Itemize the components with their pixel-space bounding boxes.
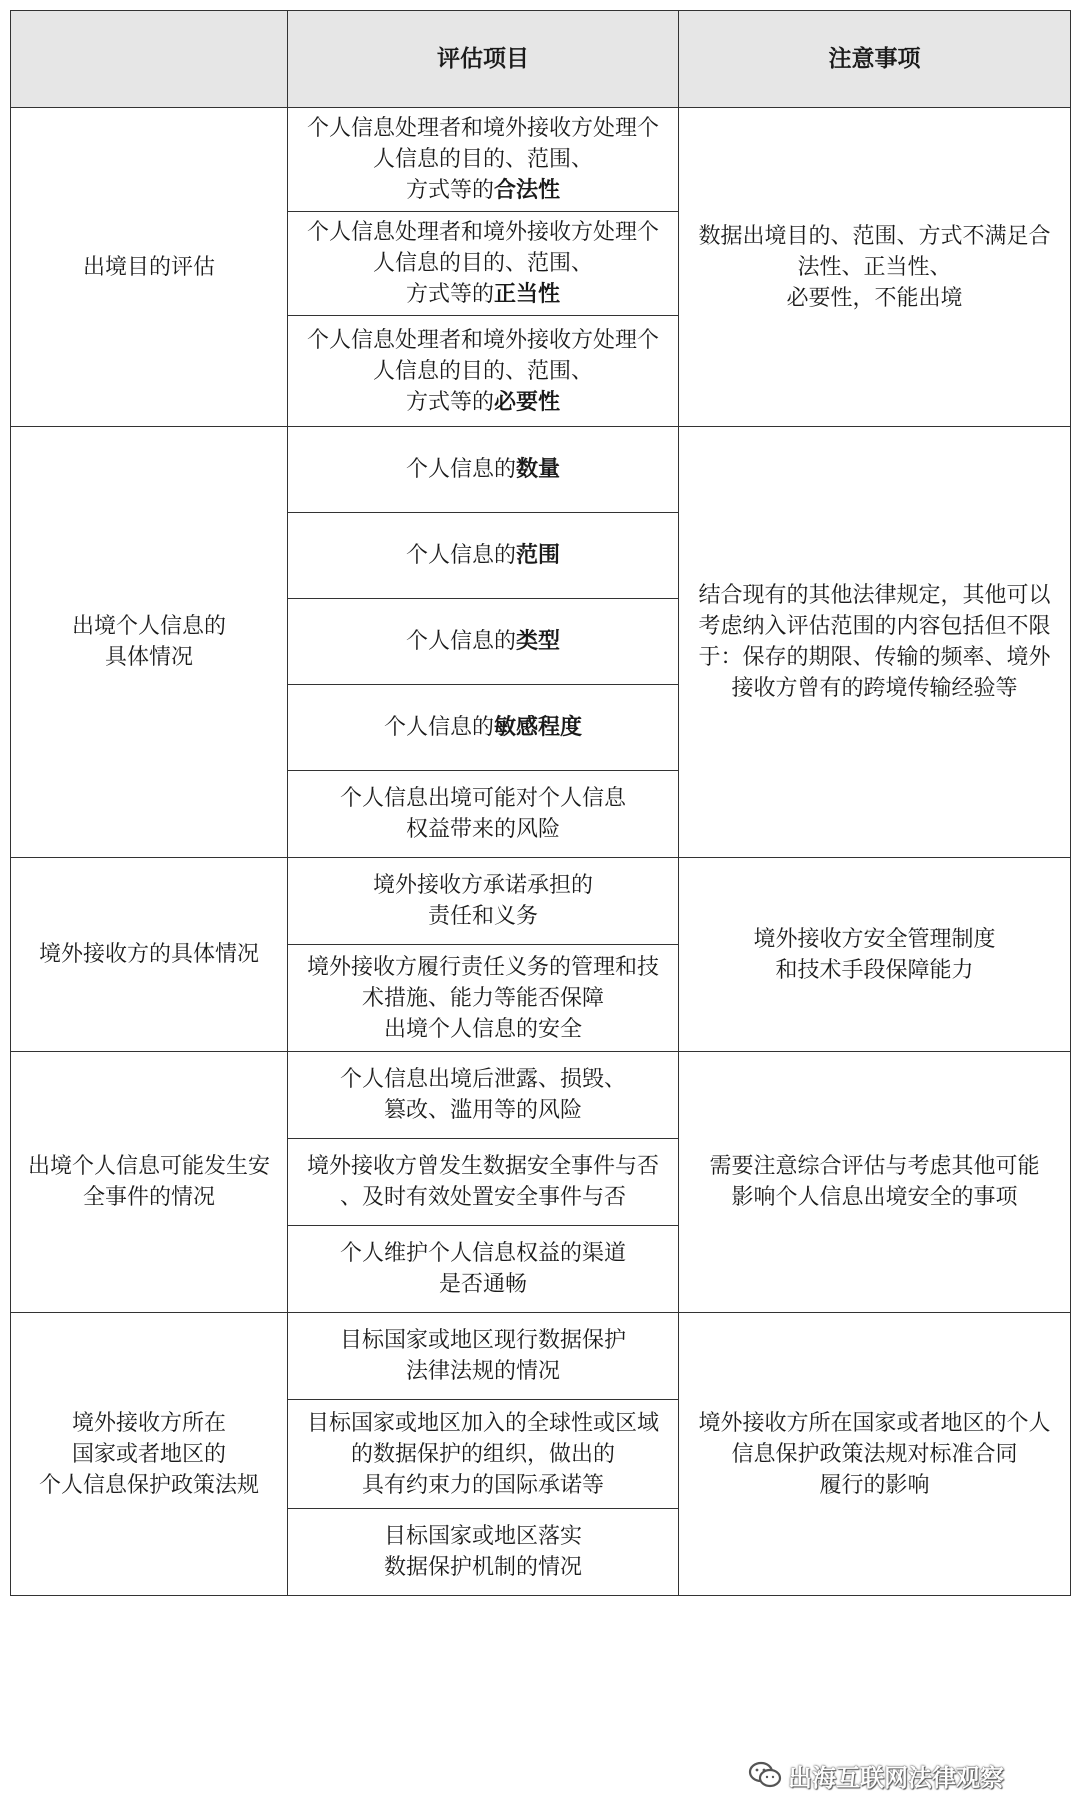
note-line: 于：保存的期限、传输的频率、境外 [698, 645, 1051, 670]
assessment-item-line [294, 712, 672, 743]
category-line: 具体情况 [104, 645, 193, 670]
table-row [11, 108, 1071, 212]
note-line: 考虑纳入评估范围的内容包括但不限 [698, 614, 1051, 639]
category-line: 出境目的评估 [82, 254, 215, 280]
assessment-item-line: 人信息的目的、范围、 [372, 251, 593, 276]
assessment-item-cell [288, 513, 679, 599]
assessment-item-prefix: 方式等的 [405, 389, 494, 415]
category-line: 个人信息保护政策法规 [38, 1472, 259, 1498]
assessment-item-prefix: 方式等的 [405, 282, 494, 307]
assessment-item-line: 、及时有效处置安全事件与否 [339, 1185, 626, 1210]
assessment-item-cell [288, 1139, 679, 1226]
assessment-item-line [294, 540, 672, 571]
assessment-item-line: 个人信息处理者和境外接收方处理个 [306, 220, 659, 245]
note-cell [679, 427, 1071, 858]
category-line: 境外接收方的具体情况 [38, 942, 259, 967]
assessment-item-line: 境外接收方曾发生数据安全事件与否 [306, 1154, 659, 1179]
note-cell [679, 1313, 1071, 1596]
assessment-item-line [294, 387, 672, 418]
assessment-item-line: 个人信息出境可能对个人信息 [339, 786, 626, 811]
assessment-item-line: 目标国家或地区加入的全球性或区域 [306, 1410, 659, 1436]
assessment-item-keyword: 范围 [516, 543, 561, 568]
assessment-item-cell [288, 771, 679, 858]
note-line: 需要注意综合评估与考虑其他可能 [709, 1154, 1040, 1179]
note-line: 结合现有的其他法律规定，其他可以 [698, 583, 1051, 608]
assessment-item-prefix: 方式等的 [405, 178, 494, 203]
table-row [11, 858, 1071, 945]
note-cell [679, 1052, 1071, 1313]
assessment-item-line [294, 279, 672, 310]
assessment-item-cell [288, 599, 679, 685]
assessment-item-line: 责任和义务 [427, 904, 538, 929]
assessment-item-line: 目标国家或地区落实 [383, 1524, 582, 1549]
assessment-item-cell [288, 1400, 679, 1509]
note-line: 履行的影响 [819, 1472, 930, 1498]
header-category [11, 11, 288, 108]
assessment-item-line: 人信息的目的、范围、 [372, 358, 593, 384]
header-assessment-item: 评估项目 [288, 11, 679, 108]
table-row [11, 1052, 1071, 1139]
category-cell [11, 427, 288, 858]
note-cell [679, 858, 1071, 1052]
assessment-item-cell [288, 212, 679, 316]
assessment-item-prefix: 个人信息的 [405, 543, 516, 568]
assessment-item-cell [288, 427, 679, 513]
watermark [748, 1759, 1004, 1791]
assessment-item-line: 的数据保护的组织，做出的 [350, 1441, 615, 1467]
assessment-item-line: 权益带来的风险 [405, 817, 560, 842]
assessment-item-line: 是否通畅 [438, 1272, 527, 1297]
assessment-item-cell [288, 1313, 679, 1400]
note-line: 信息保护政策法规对标准合同 [731, 1441, 1018, 1467]
assessment-item-cell [288, 858, 679, 945]
assessment-item-keyword: 正当性 [494, 282, 561, 307]
assessment-item-keyword: 合法性 [494, 178, 561, 203]
watermark-text: 出海互联网法律观察 [788, 1763, 1004, 1792]
note-line: 境外接收方所在国家或者地区的个人 [698, 1410, 1051, 1436]
note-line: 境外接收方安全管理制度 [753, 926, 996, 952]
table-row [11, 1313, 1071, 1400]
assessment-item-keyword: 类型 [516, 629, 561, 654]
category-cell [11, 1313, 288, 1596]
note-line: 影响个人信息出境安全的事项 [731, 1185, 1018, 1210]
assessment-item-line: 篡改、滥用等的风险 [383, 1098, 582, 1123]
category-cell [11, 1052, 288, 1313]
assessment-item-line [294, 626, 672, 657]
assessment-item-keyword: 敏感程度 [494, 715, 583, 740]
category-line: 全事件的情况 [82, 1185, 215, 1210]
category-cell [11, 108, 288, 427]
note-cell [679, 108, 1071, 427]
category-line: 出境个人信息可能发生安 [27, 1154, 270, 1179]
note-line: 必要性，不能出境 [786, 285, 963, 311]
assessment-item-prefix: 个人信息的 [405, 457, 516, 482]
header-notes: 注意事项 [679, 11, 1071, 108]
assessment-item-line: 个人信息出境后泄露、损毁、 [339, 1067, 626, 1092]
assessment-item-line: 法律法规的情况 [405, 1359, 560, 1384]
category-line: 出境个人信息的 [71, 614, 226, 639]
assessment-item-line: 个人信息处理者和境外接收方处理个 [306, 116, 659, 141]
note-line: 法性、正当性、 [797, 254, 952, 280]
table-header-row [11, 11, 1071, 108]
note-line: 接收方曾有的跨境传输经验等 [731, 676, 1018, 701]
category-line: 国家或者地区的 [71, 1441, 226, 1467]
assessment-item-line [294, 454, 672, 485]
assessment-item-cell [288, 1226, 679, 1313]
assessment-item-line: 数据保护机制的情况 [383, 1555, 582, 1580]
assessment-item-keyword: 数量 [516, 457, 561, 482]
assessment-item-cell [288, 316, 679, 427]
assessment-item-line: 出境个人信息的安全 [383, 1016, 582, 1042]
assessment-item-cell [288, 108, 679, 212]
assessment-item-cell [288, 685, 679, 771]
assessment-item-cell [288, 1509, 679, 1596]
category-cell [11, 858, 288, 1052]
assessment-item-line: 术措施、能力等能否保障 [361, 985, 604, 1011]
table-row [11, 427, 1071, 513]
assessment-item-keyword: 必要性 [494, 389, 561, 415]
assessment-item-line: 个人维护个人信息权益的渠道 [339, 1241, 626, 1266]
assessment-item-line: 目标国家或地区现行数据保护 [339, 1328, 626, 1353]
note-line: 数据出境目的、范围、方式不满足合 [698, 223, 1051, 249]
assessment-item-prefix: 个人信息的 [405, 629, 516, 654]
assessment-item-cell [288, 1052, 679, 1139]
assessment-item-line: 个人信息处理者和境外接收方处理个 [306, 327, 659, 353]
assessment-item-line: 具有约束力的国际承诺等 [361, 1472, 604, 1498]
assessment-item-cell [288, 945, 679, 1052]
assessment-item-line: 境外接收方履行责任义务的管理和技 [306, 954, 659, 980]
assessment-item-line [294, 175, 672, 206]
assessment-item-line: 人信息的目的、范围、 [372, 147, 593, 172]
assessment-table [10, 10, 1071, 1596]
assessment-item-prefix: 个人信息的 [383, 715, 494, 740]
note-line: 和技术手段保障能力 [775, 957, 974, 983]
category-line: 境外接收方所在 [71, 1410, 226, 1436]
assessment-item-line: 境外接收方承诺承担的 [372, 873, 593, 898]
wechat-icon [748, 1761, 782, 1789]
